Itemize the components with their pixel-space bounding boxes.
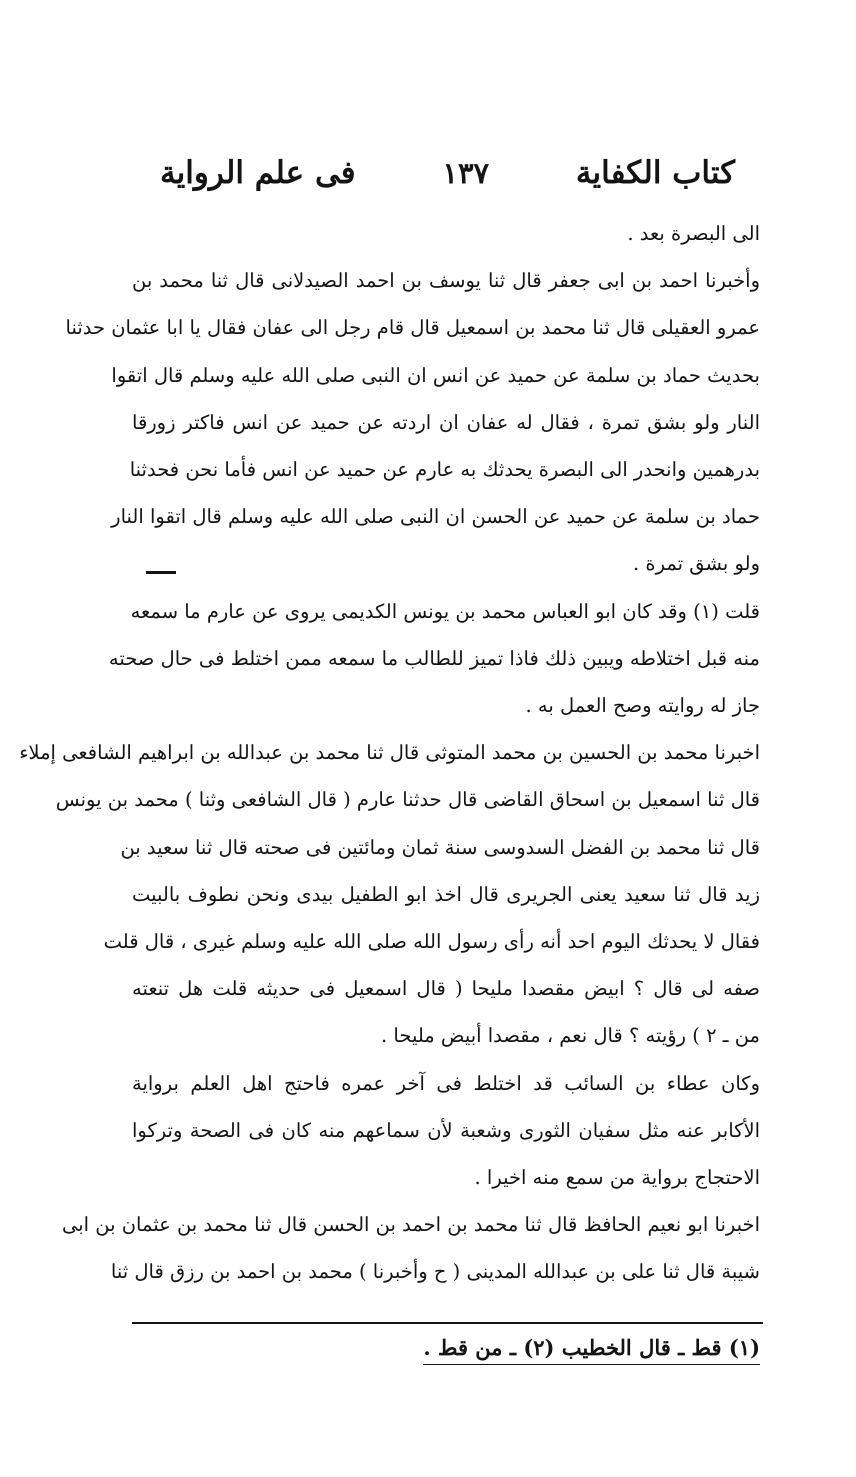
book-title: كتاب الكفاية (575, 155, 735, 191)
paragraph (108, 588, 760, 730)
text-line: منه قبل اختلاطه ويبين ذلك فاذا تميز للطالب ما سمعه ممن اختلط فى حال صحته (108, 646, 760, 670)
paragraph (19, 729, 760, 1059)
text-line: اخبرنا ابو نعيم الحافظ قال ثنا محمد بن احمد بن الحسن قال ثنا محمد بن عثمان بن ابى (61, 1213, 760, 1237)
body-text (19, 210, 760, 1296)
paragraph (132, 1060, 760, 1202)
footnote (132, 1335, 760, 1360)
text-line: النار ولو بشق تمرة ، فقال له عفان ان اردته عن حميد عن انس فاكتر زورقا (132, 410, 760, 434)
text-line: حماد بن سلمة عن حميد عن الحسن ان النبى صلى الله عليه وسلم قال اتقوا النار (111, 505, 760, 529)
text-line: قال ثنا اسمعيل بن اسحاق القاضى قال حدثنا عارم ( قال الشافعى وثنا ) محمد بن يونس (55, 788, 760, 812)
text-line: شيبة قال ثنا على بن عبدالله المدينى ( ح وأخبرنا ) محمد بن احمد بن رزق قال ثنا (110, 1260, 760, 1284)
text-line: الأكابر عنه مثل سفيان الثورى وشعبة لأن سماعهم منه كان فى الصحة وتركوا (132, 1118, 760, 1142)
page-header (160, 148, 735, 198)
text-line: قلت (١) وقد كان ابو العباس محمد بن يونس الكديمى يروى عن عارم ما سمعه (130, 599, 760, 623)
text-line: عمرو العقيلى قال ثنا محمد بن اسمعيل قال قام رجل الى عفان فقال يا ابا عثمان حدثنا (65, 316, 760, 340)
text-line: جاز له روايته وصح العمل به . (525, 694, 760, 718)
text-line: وكان عطاء بن السائب قد اختلط فى آخر عمره فاحتج اهل العلم برواية (132, 1071, 760, 1095)
text-line: ولو بشق تمرة . (633, 552, 760, 576)
text-line: زيد قال ثنا سعيد يعنى الجريرى قال اخذ ابو الطفيل بيدى ونحن نطوف بالبيت (132, 882, 760, 906)
text-line: اخبرنا محمد بن الحسين بن محمد المتوثى قال ثنا محمد بن عبدالله بن ابراهيم الشافعى إملاء (19, 741, 760, 765)
text-line: فقال لا يحدثك اليوم احد أنه رأى رسول الله صلى الله عليه وسلم غيرى ، قال قلت (103, 930, 760, 954)
text-line: قال ثنا محمد بن الفضل السدوسى سنة ثمان ومائتين فى صحته قال ثنا سعيد بن (120, 835, 760, 859)
paragraph (65, 257, 760, 587)
text-line: وأخبرنا احمد بن ابى جعفر قال ثنا يوسف بن احمد الصيدلانى قال ثنا محمد بن (132, 269, 760, 293)
text-line: صفه لى قال ؟ ابيض مقصدا مليحا ( قال اسمعيل فى حديثه قلت هل تنعته (132, 977, 760, 1001)
paragraph (132, 210, 760, 257)
page-number: ١٣٧ (442, 156, 490, 190)
section-dash (146, 571, 176, 574)
paragraph (61, 1201, 760, 1295)
text-line: الاحتجاج برواية من سمع منه اخيرا . (474, 1166, 760, 1190)
subject-title: فى علم الرواية (160, 155, 356, 191)
text-line: من ـ ٢ ) رؤيته ؟ قال نعم ، مقصدا أبيض مليحا . (381, 1024, 760, 1048)
text-line: بحديث حماد بن سلمة عن حميد عن انس ان النبى صلى الله عليه وسلم قال اتقوا (111, 363, 760, 387)
text-line: بدرهمين وانحدر الى البصرة يحدثك به عارم عن حميد عن انس فأما نحن فحدثنا (129, 458, 760, 482)
footnote-text: (١) قط ـ قال الخطيب (٢) ـ من قط . (423, 1335, 760, 1365)
footnote-rule (132, 1322, 763, 1324)
text-line: الى البصرة بعد . (627, 222, 760, 245)
